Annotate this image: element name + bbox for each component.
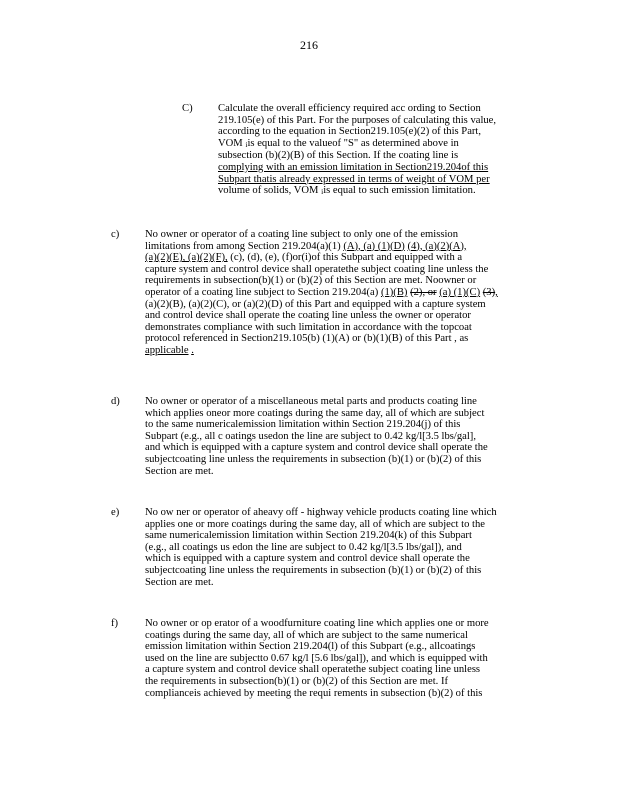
underlined-text: complying with an emission limitation in Section219.204of this xyxy=(218,161,489,173)
text-fragment: is equal to such emission limitation. xyxy=(323,185,476,197)
text-fragment: operator of a coating line subject to Section 219.204(a) xyxy=(145,286,379,298)
text-line: which is equipped with a capture system and control device shall operate the xyxy=(145,553,470,565)
text-line: demonstrates compliance with such limitation in accordance with the topcoat xyxy=(145,321,472,333)
text-line: Section are met. xyxy=(145,465,214,477)
paragraph-label: c) xyxy=(111,229,120,240)
underlined-text: (a)(2)(E), (a)(2)(F), xyxy=(145,252,228,264)
paragraph-label: C) xyxy=(182,103,193,114)
text-line: subsection (b)(2)(B) of this Section. If the coating line is xyxy=(218,150,459,162)
text-line: according to the equation in Section219.105(e)(2) of this Part, xyxy=(218,126,482,138)
text-line: used on the line are subjectto 0.67 kg/l [5.6 lbs/gal]), and which is equipped with xyxy=(145,652,488,664)
underlined-text: Subpart thatis already expressed in terms of weight of VOM per xyxy=(218,173,490,185)
underlined-text: applicable xyxy=(145,344,189,356)
text-line: (e.g., all coatings us edon the line are subject to 0.42 kg/l[3.5 lbs/gal]), and xyxy=(145,541,462,553)
underlined-text: , (a)(2)(A), xyxy=(419,240,467,252)
struck-text: (2) xyxy=(410,286,423,298)
text-line: subjectcoating line unless the requirements in subsection (b)(1) or (b)(2) of this xyxy=(145,564,482,576)
subscript: i xyxy=(321,187,324,197)
text-line xyxy=(145,252,545,264)
text-line xyxy=(145,287,545,299)
text-line xyxy=(218,162,538,174)
text-line: a capture system and control device shall operatethe subject coating line unless xyxy=(145,664,481,676)
text-line: same numericalemission limitation within Section 219.204(k) of this Subpart xyxy=(145,530,472,542)
text-line xyxy=(145,345,545,357)
text-line: Section are met. xyxy=(145,576,214,588)
text-line: the requirements in subsection(b)(1) or (b)(2) of this Section are met. If xyxy=(145,675,449,687)
text-line: requirements in subsection(b)(1) or (b)(2) of this Section are met. Noowner or xyxy=(145,275,477,287)
underlined-text: , (a) (1)(D) xyxy=(358,240,405,252)
paragraph-body xyxy=(218,103,538,198)
text-line: No ow ner or operator of aheavy off - highway vehicle products coating line which xyxy=(145,507,497,518)
paragraph-body xyxy=(145,396,545,477)
underlined-text: . xyxy=(191,344,194,356)
text-line xyxy=(218,174,538,186)
text-line: No owner or op erator of a woodfurniture coating line which applies one or more xyxy=(145,618,489,629)
paragraph-label: d) xyxy=(111,396,120,407)
text-line: capture system and control device shall operatethe subject coating line unless the xyxy=(145,263,489,275)
paragraph-body xyxy=(145,507,545,588)
text-line: emission limitation within Section 219.204(l) of this Subpart (e.g., allcoatings xyxy=(145,641,476,653)
text-line: complianceis achieved by meeting the requi rements in subsection (b)(2) of this xyxy=(145,687,483,699)
text-line: Calculate the overall efficiency required acc ording to Section xyxy=(218,103,481,114)
text-line: No owner or operator of a coating line subject to only one of the emission xyxy=(145,229,459,240)
underlined-text: (1)(B) xyxy=(380,286,408,298)
text-fragment: limitations from among Section 219.204(a)(1) xyxy=(145,240,341,252)
text-line: protocol referenced in Section219.105(b) (1)(A) or (b)(1)(B) of this Part , as xyxy=(145,333,469,345)
text-line: Subpart (e.g., all c oatings usedon the line are subject to 0.42 kg/l[3.5 lbs/gal], xyxy=(145,430,476,442)
text-line xyxy=(218,185,538,198)
text-fragment: volume of solids, VOM xyxy=(218,185,319,197)
text-line xyxy=(145,241,545,253)
paragraph-body xyxy=(145,229,545,357)
text-line: and which is equipped with a capture system and control device shall operate the xyxy=(145,442,488,454)
text-line: No owner or operator of a miscellaneous metal parts and products coating line xyxy=(145,396,477,407)
paragraph-label: f) xyxy=(111,618,119,629)
text-line: applies one or more coatings during the same day, all of which are subject to the xyxy=(145,518,485,530)
text-fragment: VOM xyxy=(218,137,243,149)
underlined-text: (A) xyxy=(343,240,359,252)
paragraph-label: e) xyxy=(111,507,120,518)
underlined-text: (a) (1)(C) xyxy=(439,286,481,298)
struck-text: , or xyxy=(422,286,437,298)
struck-text: (3) xyxy=(482,286,496,298)
underlined-text: , xyxy=(495,286,498,298)
text-line: coatings during the same day, all of which are subject to the same numerical xyxy=(145,629,468,641)
text-line: subjectcoating line unless the requirements in subsection (b)(1) or (b)(2) of this xyxy=(145,453,482,465)
text-line: to the same numericalemission limitation within Section 219.204(j) of this xyxy=(145,419,461,431)
underlined-text: (4) xyxy=(407,240,420,252)
text-line: (a)(2)(B), (a)(2)(C), or (a)(2)(D) of this Part and equipped with a capture system xyxy=(145,298,486,310)
text-line xyxy=(218,138,538,151)
text-fragment: is equal to the valueof "S" as determined above in xyxy=(247,137,459,149)
page-number: 216 xyxy=(300,38,318,52)
text-fragment: (c), (d), (e), (f)or(i)of this Subpart and equipped with a xyxy=(230,252,463,264)
paragraph-body xyxy=(145,618,545,699)
text-line: which applies oneor more coatings during the same day, all of which are subject xyxy=(145,407,485,419)
text-line: and control device shall operate the coating line unless the owner or operator xyxy=(145,310,471,322)
subscript: i xyxy=(245,139,248,149)
text-line: 219.105(e) of this Part. For the purposes of calculating this value, xyxy=(218,114,497,126)
